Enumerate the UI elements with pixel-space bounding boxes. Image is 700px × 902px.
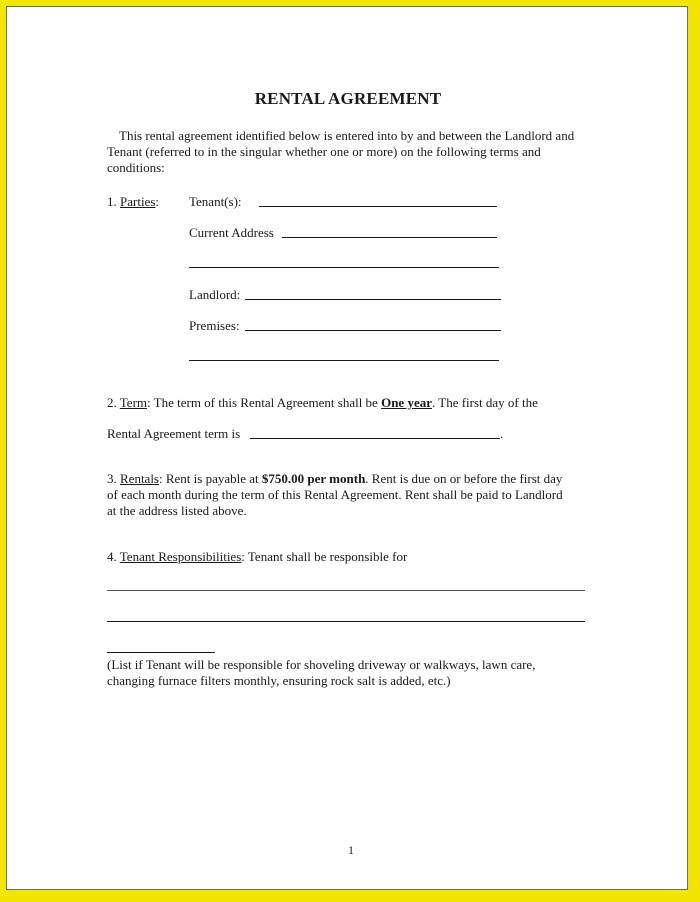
responsibilities-text: : Tenant shall be responsible for [241, 549, 408, 564]
rentals-text-before: : Rent is payable at [159, 471, 259, 486]
responsibilities-note-1: (List if Tenant will be responsible for shoveling driveway or walkways, lawn care, [107, 657, 536, 672]
responsibilities-number: 4. [107, 549, 117, 564]
rentals-line-2: of each month during the term of this Rental Agreement. Rent shall be paid to Landlord [107, 487, 563, 502]
term-number: 2. [107, 395, 117, 410]
responsibilities-line-1 [107, 549, 407, 565]
tenants-field[interactable] [259, 206, 497, 207]
page-number: 1 [348, 843, 354, 857]
responsibilities-heading: Tenant Responsibilities [119, 549, 242, 564]
current-address-field-2[interactable] [189, 267, 499, 268]
intro-line-2: Tenant (referred to in the singular whether one or more) on the following terms and [107, 144, 541, 159]
intro-line-1: This rental agreement identified below is entered into by and between the Landlord and [119, 128, 575, 143]
premises-field-2[interactable] [189, 360, 499, 361]
parties-colon: : [155, 194, 160, 209]
rent-amount: $750.00 per month [261, 471, 366, 486]
tenants-label: Tenant(s): [189, 194, 242, 209]
rentals-number: 3. [107, 471, 117, 486]
responsibilities-field-2[interactable] [107, 621, 585, 622]
rentals-heading: Rentals [120, 471, 159, 486]
document-page [6, 6, 688, 890]
rentals-line-3: at the address listed above. [107, 503, 247, 518]
term-text-before: : The term of this Rental Agreement shall be [147, 395, 378, 410]
responsibilities-field-1[interactable] [107, 590, 585, 591]
landlord-field[interactable] [245, 299, 501, 300]
term-text-after: . The first day of the [432, 395, 538, 410]
intro-line-3: conditions: [107, 160, 165, 175]
parties-heading [107, 194, 159, 210]
term-line-2-end: . [500, 426, 504, 441]
term-start-field[interactable] [250, 438, 500, 439]
current-address-field[interactable] [282, 237, 497, 238]
rentals-text-after: . Rent is due on or before the first day [365, 471, 563, 486]
rentals-line-1 [107, 471, 562, 487]
parties-number: 1. [107, 194, 117, 209]
document-title: RENTAL AGREEMENT [254, 89, 442, 108]
current-address-label: Current Address [189, 225, 274, 240]
landlord-label: Landlord: [189, 287, 241, 302]
premises-field[interactable] [245, 330, 501, 331]
term-line-2-label: Rental Agreement term is [107, 426, 241, 441]
term-heading: Term [119, 395, 148, 410]
responsibilities-field-3[interactable] [107, 652, 215, 653]
parties-heading-text: Parties [120, 194, 156, 209]
term-line-1 [107, 395, 538, 411]
premises-label: Premises: [189, 318, 240, 333]
responsibilities-note-2: changing furnace filters monthly, ensuring rock salt is added, etc.) [107, 673, 451, 688]
term-duration: One year [381, 395, 432, 410]
